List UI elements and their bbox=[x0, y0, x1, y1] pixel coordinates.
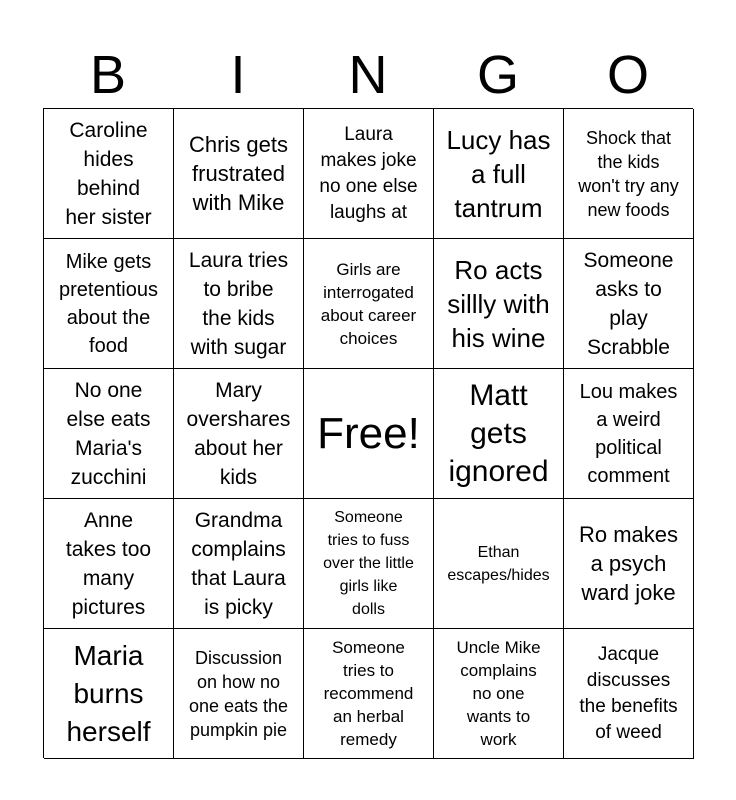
bingo-cell-text: Mary overshares about her kids bbox=[186, 378, 291, 489]
bingo-cell-r5-c2[interactable] bbox=[174, 629, 304, 759]
bingo-cell-r1-c2[interactable] bbox=[174, 109, 304, 239]
bingo-cell-text: No one else eats Maria's zucchini bbox=[66, 378, 151, 489]
bingo-cell-text: Laura makes joke no one else laughs at bbox=[319, 123, 418, 223]
bingo-cell-r5-c4[interactable] bbox=[434, 629, 564, 759]
bingo-cell-text: Lucy has a full tantrum bbox=[446, 124, 551, 223]
bingo-cell-r4-c1[interactable] bbox=[44, 499, 174, 629]
bingo-cell-r2-c3[interactable] bbox=[304, 239, 434, 369]
header-letter-i: I bbox=[230, 45, 246, 105]
bingo-cell-text: Laura tries to bribe the kids with sugar bbox=[188, 248, 289, 359]
bingo-cell-text: Shock that the kids won't try any new foods bbox=[578, 127, 679, 220]
bingo-cell-r2-c2[interactable] bbox=[174, 239, 304, 369]
bingo-cell-text: Anne takes too many pictures bbox=[65, 508, 152, 619]
bingo-cell-r1-c3[interactable] bbox=[304, 109, 434, 239]
bingo-cell-r5-c5[interactable] bbox=[564, 629, 694, 759]
bingo-cell-r4-c4[interactable] bbox=[434, 499, 564, 629]
bingo-cell-free[interactable] bbox=[304, 369, 434, 499]
bingo-cell-text: Discussion on how no one eats the pumpkin pie bbox=[188, 647, 289, 740]
bingo-cell-text: Girls are interrogated about career choices bbox=[320, 259, 417, 348]
bingo-cell-text: Ro makes a psych ward joke bbox=[578, 522, 679, 605]
bingo-cell-r4-c5[interactable] bbox=[564, 499, 694, 629]
bingo-cell-text: Chris gets frustrated with Mike bbox=[188, 132, 289, 215]
bingo-cell-text: Matt gets ignored bbox=[448, 378, 549, 488]
free-space-text: Free! bbox=[317, 408, 420, 458]
bingo-cell-r3-c2[interactable] bbox=[174, 369, 304, 499]
bingo-cell-r5-c1[interactable] bbox=[44, 629, 174, 759]
bingo-cell-text: Maria burns herself bbox=[66, 639, 151, 747]
bingo-cell-r2-c5[interactable] bbox=[564, 239, 694, 369]
bingo-cell-text: Caroline hides behind her sister bbox=[65, 118, 152, 229]
bingo-cell-text: Someone tries to recommend an herbal remedy bbox=[323, 638, 414, 749]
bingo-cell-text: Lou makes a weird political comment bbox=[579, 380, 678, 487]
bingo-cell-r5-c3[interactable] bbox=[304, 629, 434, 759]
bingo-cell-r4-c3[interactable] bbox=[304, 499, 434, 629]
bingo-cell-r3-c1[interactable] bbox=[44, 369, 174, 499]
header-letter-b: B bbox=[89, 45, 127, 105]
bingo-cell-text: Someone asks to play Scrabble bbox=[583, 248, 674, 359]
header-letter-o: O bbox=[606, 45, 649, 105]
bingo-cell-r3-c5[interactable] bbox=[564, 369, 694, 499]
header-letter-g: G bbox=[476, 45, 519, 105]
bingo-cell-r2-c1[interactable] bbox=[44, 239, 174, 369]
bingo-cell-r3-c4[interactable] bbox=[434, 369, 564, 499]
bingo-cell-text: Grandma complains that Laura is picky bbox=[191, 508, 286, 619]
bingo-board bbox=[43, 108, 693, 758]
bingo-cell-r2-c4[interactable] bbox=[434, 239, 564, 369]
bingo-cell-r1-c1[interactable] bbox=[44, 109, 174, 239]
bingo-cell-r1-c4[interactable] bbox=[434, 109, 564, 239]
bingo-cell-r1-c5[interactable] bbox=[564, 109, 694, 239]
bingo-cell-text: Ro acts sillly with his wine bbox=[447, 254, 550, 353]
bingo-cell-r4-c2[interactable] bbox=[174, 499, 304, 629]
header-letter-n: N bbox=[348, 45, 388, 105]
bingo-cell-text: Jacque discusses the benefits of weed bbox=[579, 643, 678, 743]
bingo-header bbox=[43, 42, 693, 108]
bingo-cell-text: Someone tries to fuss over the little girls like dolls bbox=[323, 509, 414, 618]
bingo-cell-text: Uncle Mike complains no one wants to work bbox=[456, 638, 541, 749]
bingo-cell-text: Ethan escapes/hides bbox=[447, 543, 550, 584]
bingo-cell-text: Mike gets pretentious about the food bbox=[59, 250, 158, 357]
